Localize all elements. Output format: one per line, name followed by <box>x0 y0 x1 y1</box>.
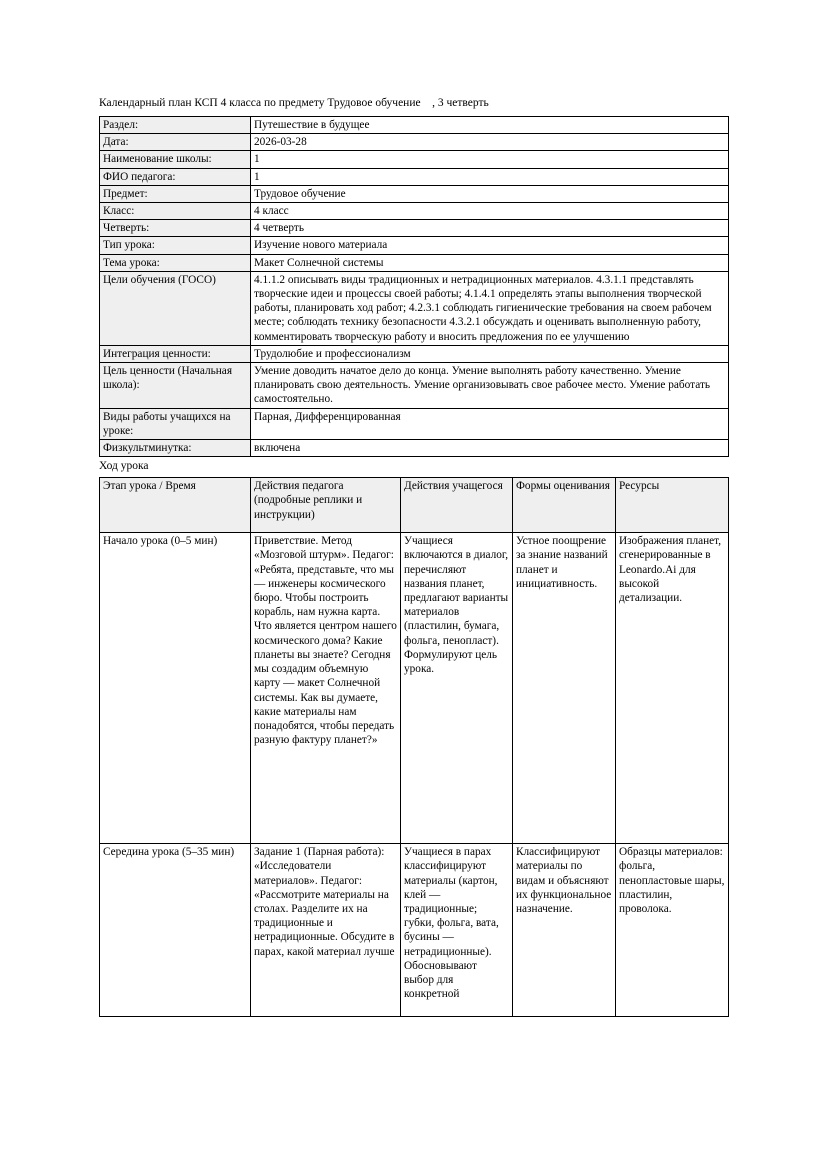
info-value: Трудовое обучение <box>251 185 729 202</box>
lesson-flow-body <box>100 533 729 1017</box>
table-row <box>100 271 729 345</box>
section-caption-lesson-flow: Ход урока <box>99 460 149 473</box>
info-label: Наименование школы: <box>100 151 251 168</box>
column-header-stage: Этап урока / Время <box>100 478 251 533</box>
info-value: 4.1.1.2 описывать виды традиционных и нетрадиционных материалов. 4.3.1.1 представлять творческие идеи и процессы своей работы; 4.1.4.1 определять этапы выполнения творческой работы, планировать ход работ; 4.2.3.1 соблюдать гигиенические требования на своем рабочем месте; соблюдать технику безопасности 4.3.2.1 обсуждать и оценивать выполненную работу, комментировать творческую работу и вносить предложения по ее улучшению <box>251 271 729 345</box>
info-value: Парная, Дифференцированная <box>251 408 729 439</box>
info-label: Цель ценности (Начальная школа): <box>100 363 251 409</box>
cell-resources: Изображения планет, сгенерированные в Leonardo.Ai для высокой детализации. <box>616 533 729 844</box>
info-value: Путешествие в будущее <box>251 117 729 134</box>
lesson-flow-table <box>99 477 729 1017</box>
info-value: 1 <box>251 151 729 168</box>
info-value: 2026-03-28 <box>251 134 729 151</box>
info-label: Тип урока: <box>100 237 251 254</box>
table-row <box>100 408 729 439</box>
cell-stage: Начало урока (0–5 мин) <box>100 533 251 844</box>
cell-student-actions: Учащиеся в парах классифицируют материалы (картон, клей — традиционные; губки, фольга, вата, бусины — нетрадиционные). Обосновывают выбор для конкретной <box>401 844 513 1017</box>
table-row <box>100 254 729 271</box>
info-value: Изучение нового материала <box>251 237 729 254</box>
column-header-resources: Ресурсы <box>616 478 729 533</box>
info-value: 1 <box>251 168 729 185</box>
cell-resources: Образцы материалов: фольга, пенопластовые шары, пластилин, проволока. <box>616 844 729 1017</box>
table-row <box>100 168 729 185</box>
info-label: Тема урока: <box>100 254 251 271</box>
column-header-teacher-actions: Действия педагога (подробные реплики и инструкции) <box>251 478 401 533</box>
cell-student-actions: Учащиеся включаются в диалог, перечисляют названия планет, предлагают варианты материалов (пластилин, бумага, фольга, пенопласт). Формулируют цель урока. <box>401 533 513 844</box>
info-value: Трудолюбие и профессионализм <box>251 345 729 362</box>
table-row <box>100 533 729 844</box>
table-row <box>100 203 729 220</box>
info-value: Умение доводить начатое дело до конца. Умение выполнять работу качественно. Умение планировать свою деятельность. Умение организовывать свое рабочее место. Умение работать самостоятельно. <box>251 363 729 409</box>
table-row <box>100 237 729 254</box>
info-label: Цели обучения (ГОСО) <box>100 271 251 345</box>
info-label: Предмет: <box>100 185 251 202</box>
info-label: Четверть: <box>100 220 251 237</box>
column-header-assessment-forms: Формы оценивания <box>513 478 616 533</box>
column-header-student-actions: Действия учащегося <box>401 478 513 533</box>
info-label: Виды работы учащихся на уроке: <box>100 408 251 439</box>
cell-stage: Середина урока (5–35 мин) <box>100 844 251 1017</box>
cell-assessment: Устное поощрение за знание названий планет и инициативность. <box>513 533 616 844</box>
table-row <box>100 185 729 202</box>
info-label: Интеграция ценности: <box>100 345 251 362</box>
table-row <box>100 844 729 1017</box>
info-label: Физкультминутка: <box>100 440 251 457</box>
page-title: Календарный план КСП 4 класса по предмету Трудовое обучение , 3 четверть <box>99 97 489 109</box>
table-row <box>100 345 729 362</box>
info-value: Макет Солнечной системы <box>251 254 729 271</box>
lesson-info-body <box>100 117 729 457</box>
lesson-info-table <box>99 116 729 457</box>
info-value: 4 четверть <box>251 220 729 237</box>
lesson-flow-head <box>100 478 729 533</box>
info-value: включена <box>251 440 729 457</box>
table-row <box>100 117 729 134</box>
cell-teacher-actions: Задание 1 (Парная работа): «Исследователи материалов». Педагог: «Рассмотрите материалы на столах. Разделите их на традиционные и нетрадиционные. Обсудите в парах, какой материал лучше <box>251 844 401 1017</box>
table-row <box>100 363 729 409</box>
table-row <box>100 151 729 168</box>
info-value: 4 класс <box>251 203 729 220</box>
info-label: Дата: <box>100 134 251 151</box>
table-row <box>100 220 729 237</box>
cell-teacher-actions: Приветствие. Метод «Мозговой штурм». Педагог: «Ребята, представьте, что мы — инженеры космического бюро. Чтобы построить корабль, нам нужна карта. Что является центром нашего космического дома? Какие планеты вы знаете? Сегодня мы создадим объемную карту — макет Солнечной системы. Как вы думаете, какие материалы нам понадобятся, чтобы передать разную фактуру планет?» <box>251 533 401 844</box>
table-row <box>100 440 729 457</box>
table-row <box>100 134 729 151</box>
info-label: ФИО педагога: <box>100 168 251 185</box>
info-label: Раздел: <box>100 117 251 134</box>
table-header-row <box>100 478 729 533</box>
cell-assessment: Классифицируют материалы по видам и объясняют их функциональное назначение. <box>513 844 616 1017</box>
info-label: Класс: <box>100 203 251 220</box>
